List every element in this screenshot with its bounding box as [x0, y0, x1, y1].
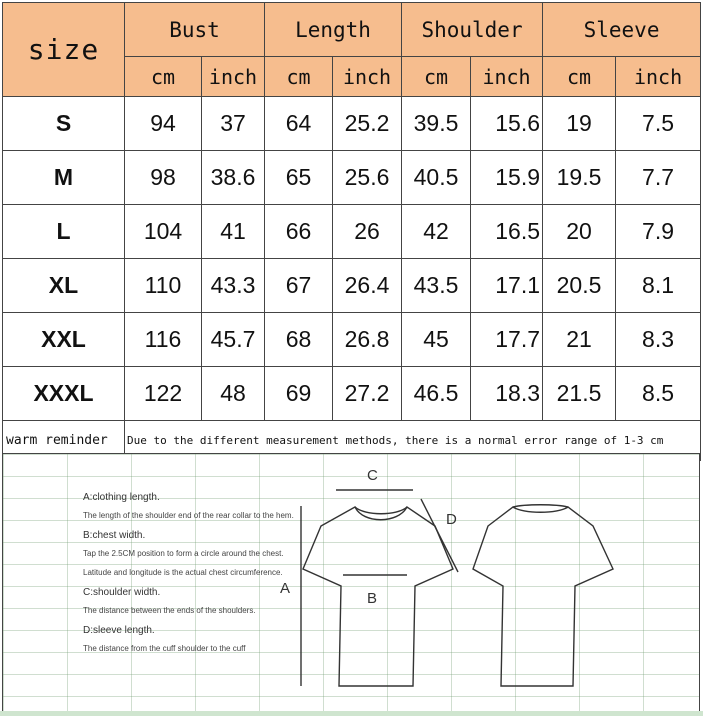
- value-cell: 104: [125, 205, 202, 259]
- value-cell: 48: [202, 367, 265, 421]
- value-cell: 20.5: [543, 259, 616, 313]
- sleeve-header: Sleeve: [543, 3, 701, 57]
- marker-a: A: [280, 580, 291, 597]
- marker-b: B: [367, 590, 378, 607]
- legend-desc: The distance between the ends of the shoulders.: [83, 606, 256, 615]
- size-cell: L: [3, 205, 125, 259]
- tshirt-diagram: [3, 454, 699, 711]
- value-cell: 19.5: [543, 151, 616, 205]
- unit-header: inch: [202, 57, 265, 97]
- size-cell: S: [3, 97, 125, 151]
- value-cell: 16.5: [471, 205, 543, 259]
- shoulder-header: Shoulder: [402, 3, 543, 57]
- value-cell: 42: [402, 205, 471, 259]
- size-cell: XL: [3, 259, 125, 313]
- legend-desc: Tap the 2.5CM position to form a circle around the chest.: [83, 549, 284, 558]
- value-cell: 39.5: [402, 97, 471, 151]
- value-cell: 21: [543, 313, 616, 367]
- legend-desc: Latitude and longitude is the actual chest circumference.: [83, 568, 283, 577]
- value-cell: 66: [265, 205, 333, 259]
- value-cell: 37: [202, 97, 265, 151]
- reminder-label: warm reminder: [3, 421, 125, 461]
- unit-header: cm: [125, 57, 202, 97]
- table-row: [3, 151, 701, 205]
- value-cell: 25.6: [333, 151, 402, 205]
- value-cell: 19: [543, 97, 616, 151]
- value-cell: 43.5: [402, 259, 471, 313]
- legend-heading: B:chest width.: [83, 530, 146, 541]
- value-cell: 43.3: [202, 259, 265, 313]
- value-cell: 116: [125, 313, 202, 367]
- measurement-diagram: [2, 453, 700, 712]
- legend-heading: D:sleeve length.: [83, 625, 155, 636]
- value-cell: 7.7: [616, 151, 701, 205]
- value-cell: 27.2: [333, 367, 402, 421]
- legend-heading: A:clothing length.: [83, 492, 160, 503]
- value-cell: 21.5: [543, 367, 616, 421]
- tshirt-back-icon: [473, 507, 613, 686]
- value-cell: 20: [543, 205, 616, 259]
- marker-d: D: [446, 511, 457, 528]
- size-cell: M: [3, 151, 125, 205]
- value-cell: 15.6: [471, 97, 543, 151]
- value-cell: 67: [265, 259, 333, 313]
- unit-header: cm: [265, 57, 333, 97]
- table-row: [3, 97, 701, 151]
- table-row: [3, 313, 701, 367]
- value-cell: 41: [202, 205, 265, 259]
- unit-header: inch: [333, 57, 402, 97]
- value-cell: 45.7: [202, 313, 265, 367]
- value-cell: 69: [265, 367, 333, 421]
- value-cell: 110: [125, 259, 202, 313]
- value-cell: 65: [265, 151, 333, 205]
- value-cell: 46.5: [402, 367, 471, 421]
- unit-header: cm: [402, 57, 471, 97]
- value-cell: 17.7: [471, 313, 543, 367]
- value-cell: 8.5: [616, 367, 701, 421]
- value-cell: 8.1: [616, 259, 701, 313]
- value-cell: 7.5: [616, 97, 701, 151]
- table-row: [3, 259, 701, 313]
- value-cell: 45: [402, 313, 471, 367]
- value-cell: 26: [333, 205, 402, 259]
- value-cell: 68: [265, 313, 333, 367]
- value-cell: 26.8: [333, 313, 402, 367]
- unit-header: inch: [616, 57, 701, 97]
- value-cell: 7.9: [616, 205, 701, 259]
- unit-header: inch: [471, 57, 543, 97]
- reminder-text: Due to the different measurement methods, there is a normal error range of 1-3 cm: [125, 421, 701, 461]
- size-header: size: [3, 3, 125, 97]
- value-cell: 40.5: [402, 151, 471, 205]
- table-row: [3, 367, 701, 421]
- legend-heading: C:shoulder width.: [83, 587, 161, 598]
- legend-desc: The distance from the cuff shoulder to the cuff: [83, 644, 246, 653]
- size-chart-table: [2, 2, 701, 461]
- length-header: Length: [265, 3, 402, 57]
- value-cell: 38.6: [202, 151, 265, 205]
- size-cell: XXL: [3, 313, 125, 367]
- tshirt-front-icon: [303, 507, 453, 686]
- value-cell: 18.3: [471, 367, 543, 421]
- value-cell: 98: [125, 151, 202, 205]
- marker-c: C: [367, 467, 378, 484]
- legend-desc: The length of the shoulder end of the rear collar to the hem.: [83, 511, 294, 520]
- value-cell: 26.4: [333, 259, 402, 313]
- value-cell: 8.3: [616, 313, 701, 367]
- value-cell: 25.2: [333, 97, 402, 151]
- size-cell: XXXL: [3, 367, 125, 421]
- value-cell: 17.1: [471, 259, 543, 313]
- bust-header: Bust: [125, 3, 265, 57]
- value-cell: 94: [125, 97, 202, 151]
- bottom-strip: [0, 711, 703, 716]
- value-cell: 64: [265, 97, 333, 151]
- value-cell: 122: [125, 367, 202, 421]
- table-row: [3, 205, 701, 259]
- unit-header: cm: [543, 57, 616, 97]
- value-cell: 15.9: [471, 151, 543, 205]
